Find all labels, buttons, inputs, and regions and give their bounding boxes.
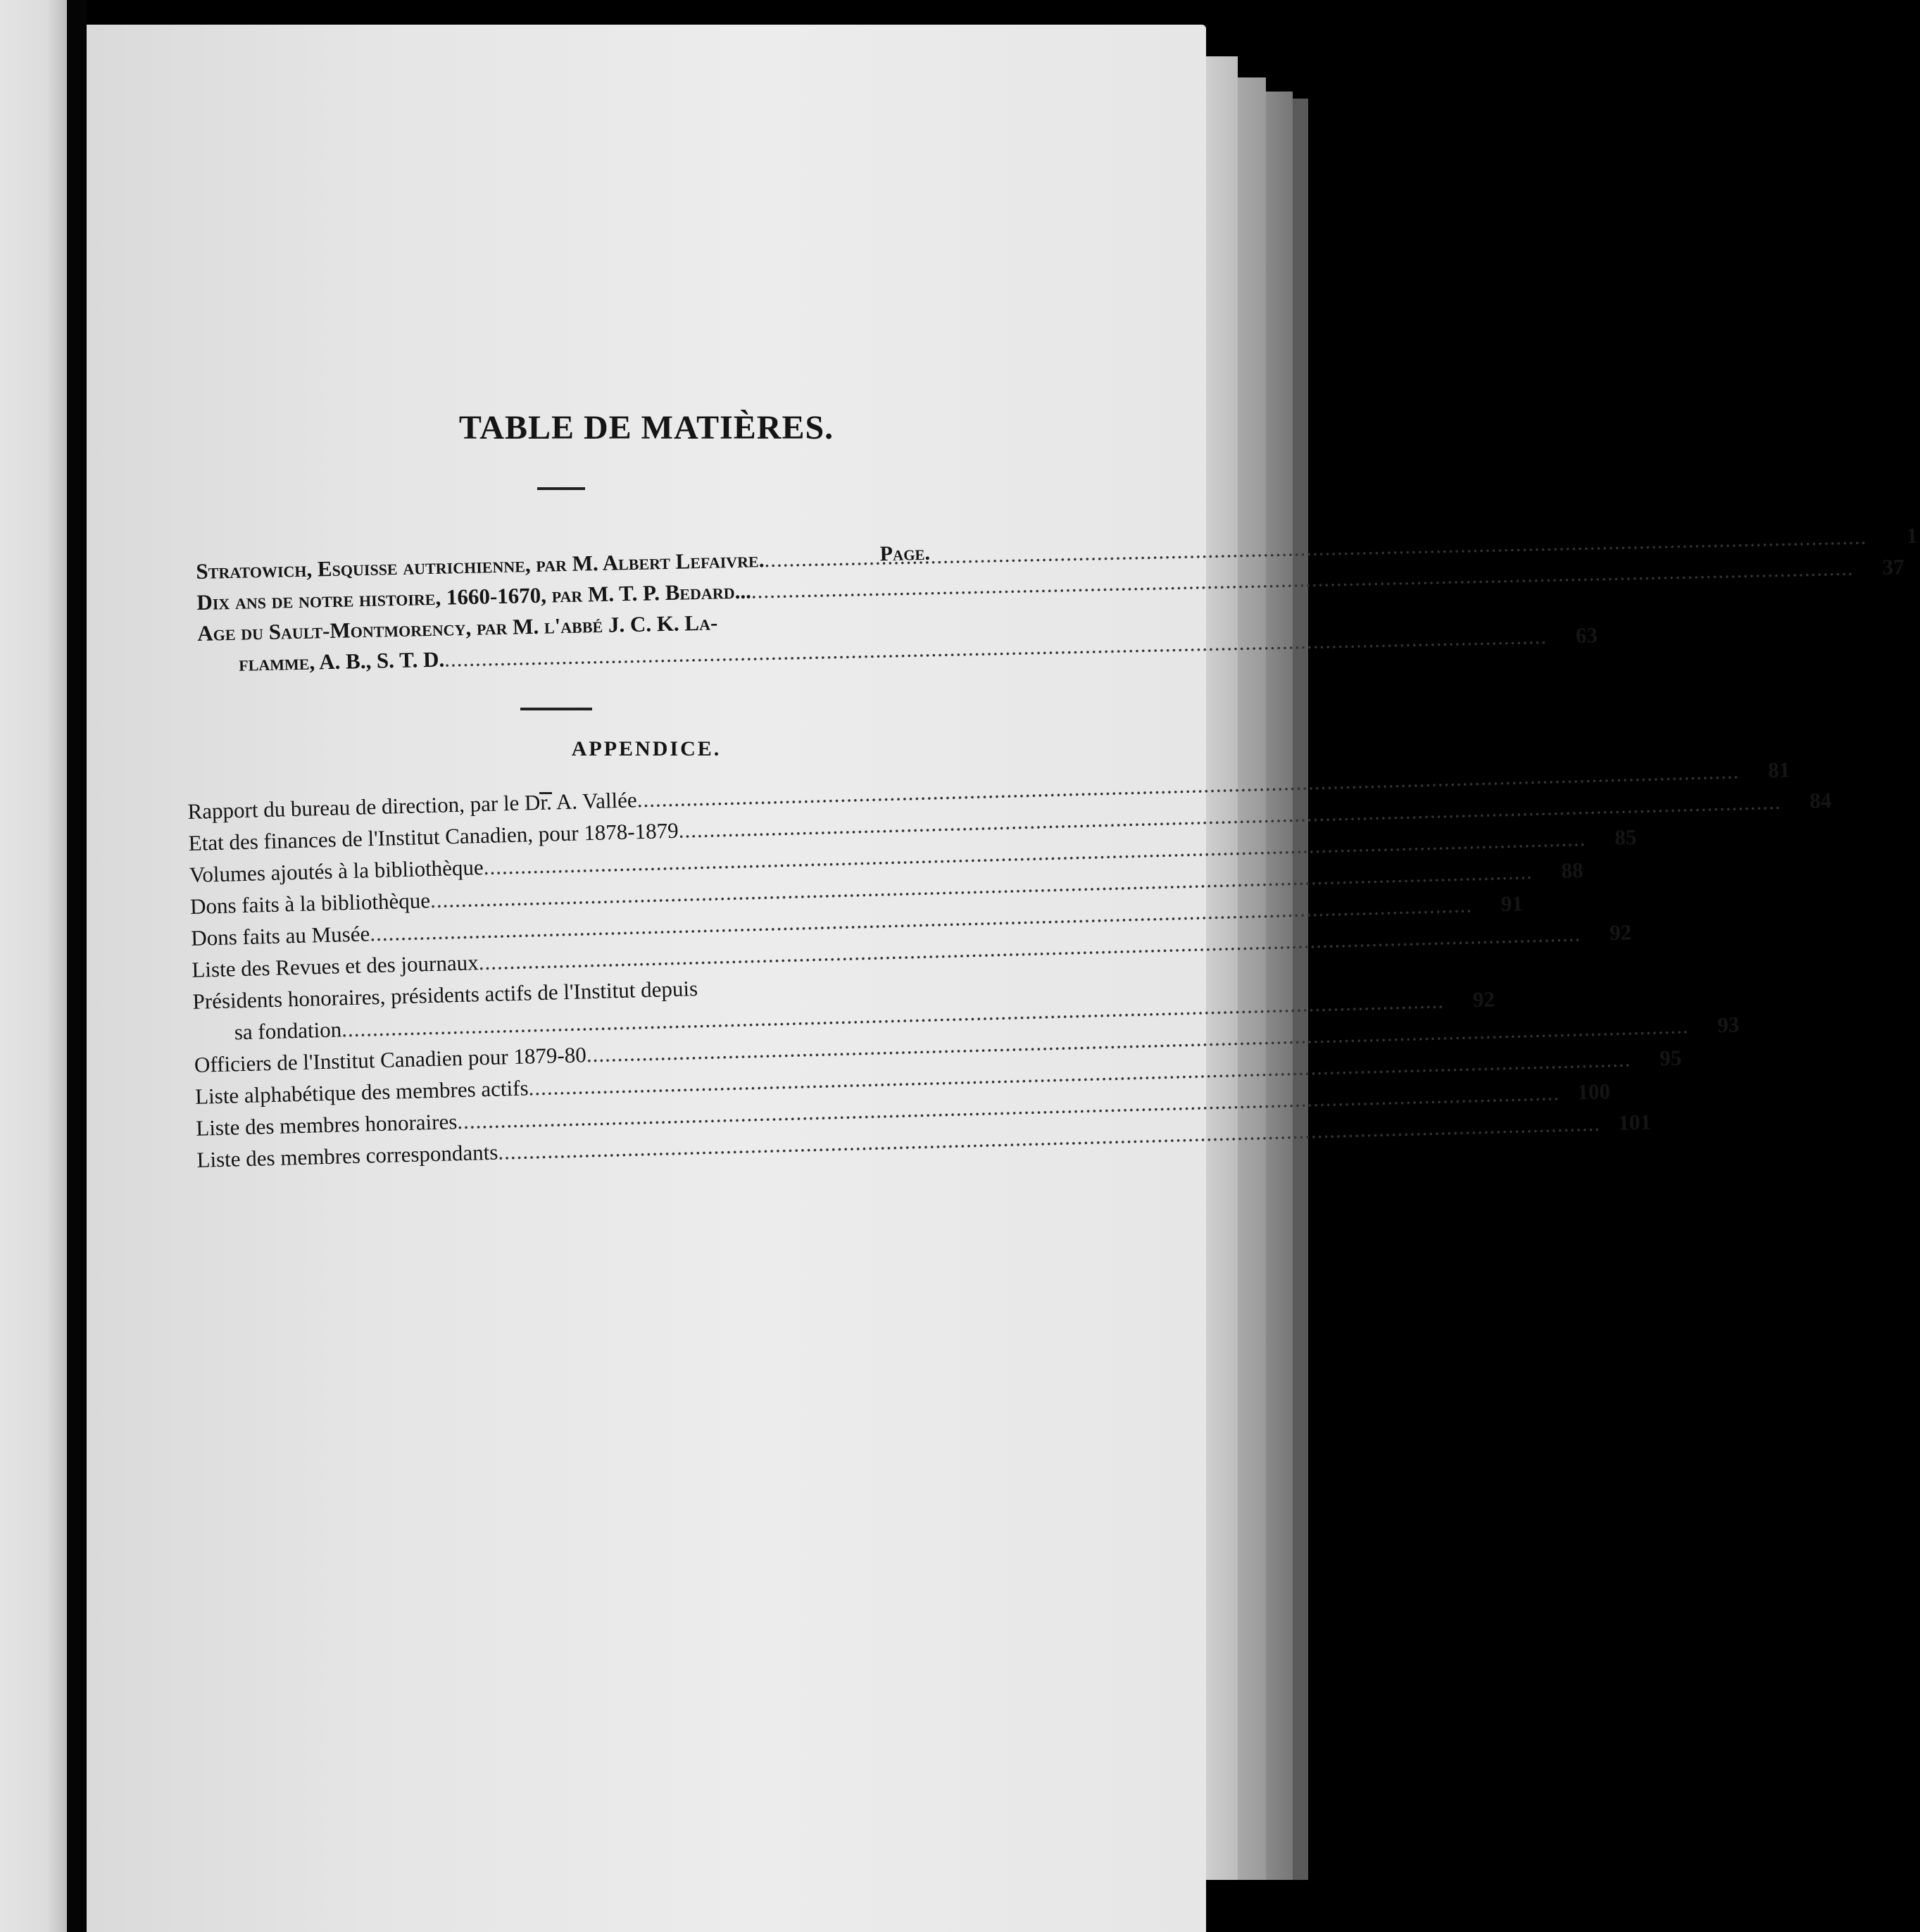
appendix-entry-title: Officiers de l'Institut Canadien pour 1879-80	[194, 1042, 587, 1077]
toc-entry-page: 37	[1882, 554, 1905, 579]
left-page-edge	[0, 0, 67, 1932]
appendix-list	[187, 757, 1832, 1176]
appendix-entry-page: 93	[1717, 1012, 1740, 1038]
toc-entry-page: 1	[1906, 522, 1918, 548]
book-gutter	[67, 0, 87, 1932]
appendix-entry-title: Liste des membres honoraires	[195, 1109, 458, 1141]
page-title: TABLE DE MATIÈRES.	[458, 409, 834, 446]
section-heading: APPENDICE.	[571, 737, 722, 760]
divider-rule	[520, 708, 592, 710]
appendix-entry-title: Liste des Revues et des journaux	[192, 950, 479, 982]
appendix-entry-page: 100	[1577, 1079, 1611, 1105]
appendix-entry-page: 91	[1500, 891, 1524, 917]
page-stack-edge	[1238, 77, 1266, 1880]
divider-rule	[537, 487, 585, 490]
appendix-entry-page: 92	[1472, 986, 1495, 1012]
appendix-entry-page: 81	[1767, 757, 1790, 783]
appendix-entry-title: Liste alphabétique des membres actifs	[194, 1075, 529, 1109]
appendix-entry-title: Dons faits à la bibliothèque	[189, 888, 431, 919]
appendix-entry-title: Liste des membres correspondants	[196, 1139, 498, 1172]
appendix-entry-title: Rapport du bureau de direction, par le Dr. A. Vallée	[187, 787, 638, 824]
appendix-entry-page: 92	[1609, 920, 1632, 946]
appendix-entry-title: Dons faits au Musée	[190, 921, 370, 951]
appendix-entry-title: Présidents honoraires, présidents actifs de l'Institut depuis	[192, 976, 698, 1014]
appendix-entry-title: sa fondation	[234, 1017, 342, 1045]
appendix-entry-title: Volumes ajoutés à la bibliothèque	[189, 855, 484, 887]
appendix-entry-page: 88	[1561, 858, 1584, 883]
page-stack-edge	[1266, 92, 1293, 1880]
toc-entry-title: Age du Sault-Montmorency, par M. l'abbé J. C. K. La-	[196, 610, 718, 646]
toc-entry-page: 63	[1575, 622, 1598, 648]
page-stack-edge	[1206, 56, 1238, 1880]
appendix-entry-page: 85	[1614, 824, 1637, 850]
contents-list	[196, 522, 1918, 680]
page-column-label: Page.	[879, 541, 931, 566]
appendix-entry-page: 95	[1659, 1045, 1682, 1071]
toc-entry-title: flamme, A. B., S. T. D.	[238, 646, 445, 676]
appendix-entry-page: 84	[1809, 787, 1832, 813]
book-page	[87, 25, 1918, 1932]
appendix-entry-page: 101	[1618, 1109, 1652, 1135]
toc-entry-title: Stratowich, Esquisse autrichienne, par M. Albert Lefaivre.	[196, 547, 765, 584]
toc-entry-title: Dix ans de notre histoire, 1660-1670, par M. T. P. Bedard...	[196, 578, 752, 615]
appendix-entry-title: Etat des finances de l'Institut Canadien, pour 1878-1879	[188, 817, 679, 855]
